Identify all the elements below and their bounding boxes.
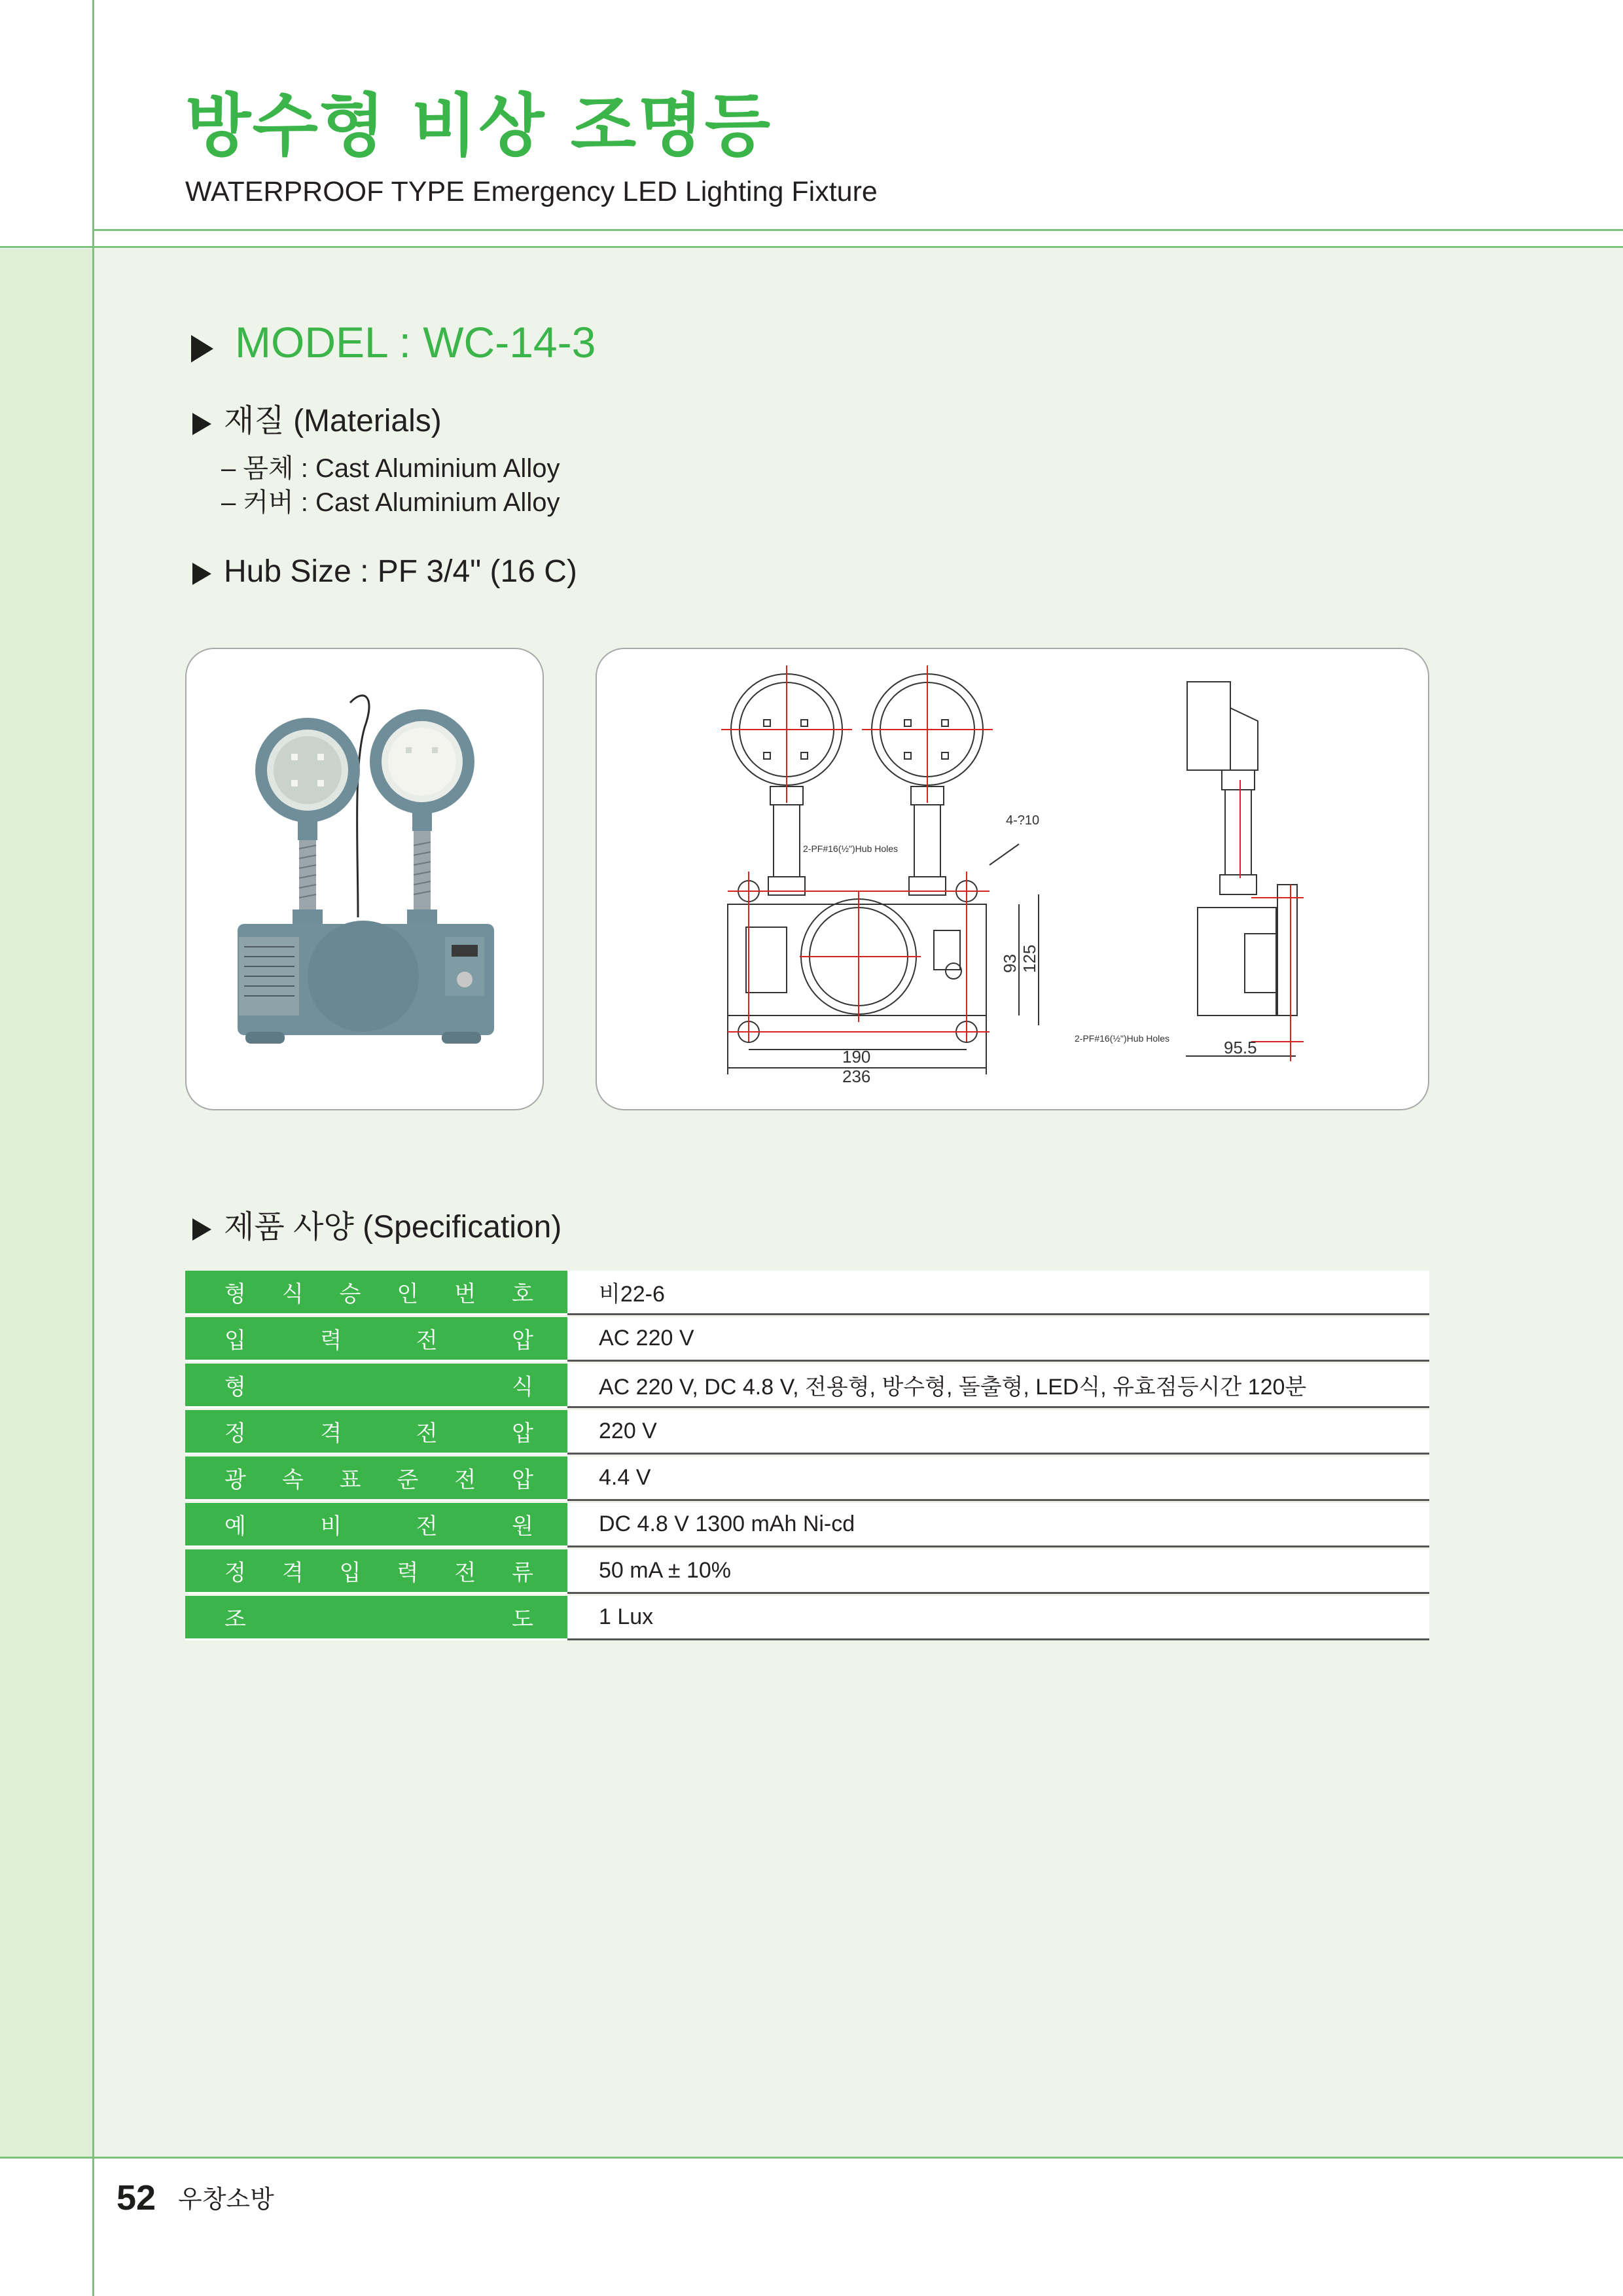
product-photo [187,649,543,1109]
spec-label-char: 도 [512,1606,533,1633]
footer-rule [0,2157,1623,2159]
table-row [185,1410,1429,1457]
materials-item-body: – 몸체 : Cast Aluminium Alloy [221,454,560,483]
dimension-drawing-frame [596,648,1429,1110]
specification-heading: 제품 사양 (Specification) [224,1210,562,1245]
spec-label-cell [185,1596,567,1640]
content-top-rule [0,246,1623,248]
dimension-125: 125 [1020,944,1039,973]
table-row [185,1457,1429,1503]
table-row [185,1271,1429,1317]
bullet-triangle-icon [192,1218,211,1241]
spec-label-char: 력 [320,1328,342,1354]
product-photo-frame [185,648,544,1110]
spec-label-char: 정 [224,1560,246,1586]
spec-label-char: 인 [397,1281,419,1307]
spec-label-cell [185,1317,567,1362]
spec-label-cell [185,1549,567,1594]
left-margin-strip [0,249,93,2158]
dimension-drawing [597,649,1428,1109]
spec-label-cell [185,1503,567,1547]
spec-label-char: 전 [416,1421,438,1447]
spec-label-cell [185,1364,567,1408]
spec-label-char: 격 [320,1421,342,1447]
header-rule [92,229,1623,231]
spec-label-char: 조 [224,1606,246,1633]
spec-value-cell: DC 4.8 V 1300 mAh Ni-cd [567,1503,1429,1547]
drawing-hub-note-side: 2-PF#16(½")Hub Holes [1075,1033,1170,1044]
spec-label-char: 식 [281,1281,304,1307]
dimension-190: 190 [842,1047,871,1067]
vertical-rule [92,0,94,2296]
spec-value-cell: AC 220 V [567,1317,1429,1362]
spec-label-char: 전 [454,1560,476,1586]
spec-label-char: 전 [416,1328,438,1354]
spec-label-char: 형 [224,1281,246,1307]
spec-label-char: 준 [397,1467,419,1493]
spec-label-char: 원 [512,1513,533,1540]
page-subtitle: WATERPROOF TYPE Emergency LED Lighting Fixture [185,176,878,207]
materials-heading: 재질 (Materials) [224,404,442,438]
bullet-triangle-icon [192,563,211,585]
spec-label-char: 입 [224,1328,246,1354]
table-row [185,1503,1429,1549]
spec-label-char: 격 [281,1560,304,1586]
table-row [185,1317,1429,1364]
dimension-93: 93 [1000,954,1020,973]
spec-value-cell: 1 Lux [567,1596,1429,1640]
spec-label-char: 전 [454,1467,476,1493]
spec-label-cell [185,1457,567,1501]
spec-value-cell: 50 mA ± 10% [567,1549,1429,1594]
model-label: MODEL : WC-14-3 [235,318,596,366]
company-name: 우창소방 [178,2185,274,2214]
spec-label-char: 표 [339,1467,361,1493]
dimension-236: 236 [842,1067,871,1086]
spec-label-char: 속 [281,1467,304,1493]
dimension-95-5: 95.5 [1224,1038,1257,1057]
materials-item-cover: – 커버 : Cast Aluminium Alloy [221,488,560,517]
spec-label-char: 력 [397,1560,419,1586]
hub-size-label: Hub Size : PF 3/4" (16 C) [224,554,577,589]
spec-value-cell: 220 V [567,1410,1429,1455]
spec-value-cell: 4.4 V [567,1457,1429,1501]
spec-label-char: 예 [224,1513,246,1540]
spec-label-char: 류 [512,1560,533,1586]
bullet-triangle-icon [191,335,213,362]
spec-value-cell: 비22-6 [567,1271,1429,1315]
spec-label-char: 광 [224,1467,246,1493]
page-title: 방수형 비상 조명등 [185,86,772,166]
spec-label-char: 식 [512,1374,533,1400]
spec-label-char: 비 [320,1513,342,1540]
content-background [94,249,1623,2158]
spec-label-cell [185,1410,567,1455]
spec-label-char: 정 [224,1421,246,1447]
spec-label-char: 전 [416,1513,438,1540]
bullet-triangle-icon [192,413,211,435]
page-number: 52 [116,2178,156,2217]
spec-label-char: 호 [512,1281,533,1307]
spec-label-char: 형 [224,1374,246,1400]
spec-label-char: 압 [512,1328,533,1354]
spec-label-char: 승 [339,1281,361,1307]
specification-table [185,1271,1429,1642]
table-row [185,1549,1429,1596]
drawing-callout-holes: 4-?10 [1006,813,1040,828]
table-row [185,1364,1429,1410]
spec-value-cell: AC 220 V, DC 4.8 V, 전용형, 방수형, 돌출형, LED식, 유효점등시간 120분 [567,1364,1429,1408]
spec-label-char: 입 [339,1560,361,1586]
spec-label-char: 번 [454,1281,476,1307]
spec-label-char: 압 [512,1467,533,1493]
spec-label-cell [185,1271,567,1315]
table-row [185,1596,1429,1642]
drawing-hub-note-front: 2-PF#16(½")Hub Holes [803,843,899,854]
spec-label-char: 압 [512,1421,533,1447]
